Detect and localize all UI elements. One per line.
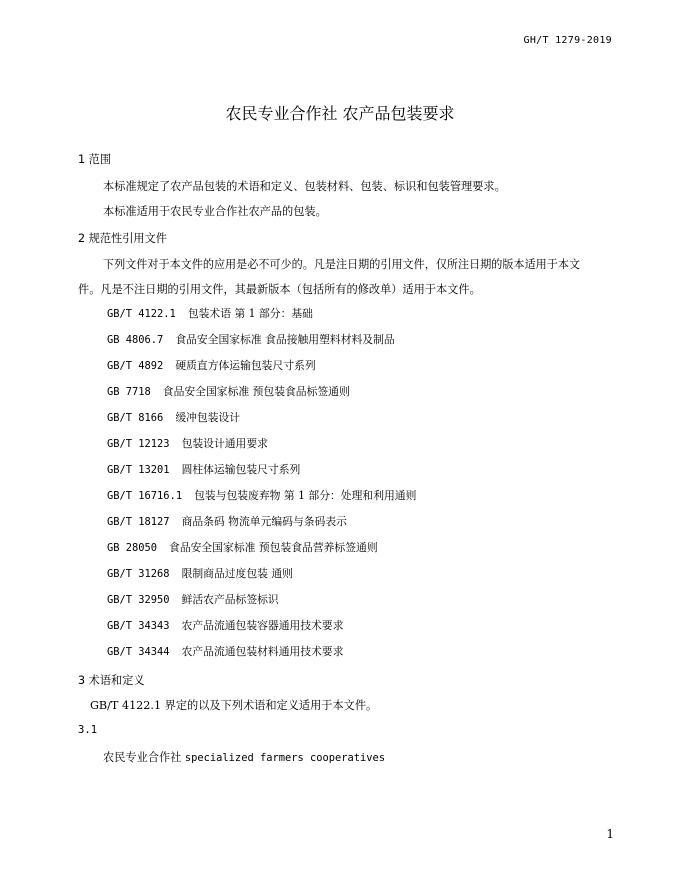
reference-item — [107, 358, 316, 373]
reference-title: 农产品流通包装容器通用技术要求 — [181, 619, 344, 632]
reference-title: 圆柱体运输包装尺寸系列 — [181, 463, 301, 476]
reference-item — [107, 644, 344, 659]
section-1-paragraph: 本标准适用于农民专业合作社农产品的包装。 — [103, 205, 327, 218]
reference-code: GB/T 32950 — [107, 594, 170, 606]
reference-title: 包装术语 第 1 部分：基础 — [187, 307, 313, 320]
reference-code: GB/T 31268 — [107, 568, 170, 580]
reference-title: 缓冲包装设计 — [175, 411, 241, 424]
reference-code: GB/T 18127 — [107, 516, 170, 528]
reference-code: GB/T 13201 — [107, 464, 170, 476]
reference-item — [107, 332, 395, 347]
term-chinese: 农民专业合作社 — [103, 751, 182, 764]
term-english: specialized farmers cooperatives — [184, 752, 386, 764]
reference-item — [107, 462, 300, 477]
reference-title: 商品条码 物流单元编码与条码表示 — [181, 515, 347, 528]
reference-code: GB/T 16716.1 — [107, 490, 183, 502]
reference-title: 硬质直方体运输包装尺寸系列 — [175, 359, 316, 372]
reference-title: 鲜活农产品标签标识 — [181, 593, 279, 606]
reference-item — [107, 514, 347, 529]
reference-item — [107, 618, 344, 633]
section-2-intro: 下列文件对于本文件的应用是必不可少的。凡是注日期的引用文件，仅所注日期的版本适用于本文 — [103, 258, 581, 271]
reference-code: GB/T 4122.1 — [107, 308, 176, 320]
reference-code: GB 4806.7 — [107, 334, 164, 346]
section-2-heading: 2 规范性引用文件 — [78, 232, 167, 245]
section-3-heading: 3 术语和定义 — [78, 674, 145, 687]
reference-code: GB/T 34344 — [107, 646, 170, 658]
reference-item — [107, 540, 378, 555]
reference-item — [107, 410, 240, 425]
section-2-intro-continued: 件。凡是不注日期的引用文件，其最新版本（包括所有的修改单）适用于本文件。 — [78, 283, 481, 296]
page-number: 1 — [606, 827, 614, 841]
reference-title: 食品安全国家标准 预包装食品营养标签通则 — [169, 541, 378, 554]
term-entry — [103, 749, 385, 765]
section-3-intro: GB/T 4122.1 界定的以及下列术语和定义适用于本文件。 — [90, 699, 378, 712]
reference-code: GB 28050 — [107, 542, 158, 554]
document-title: 农民专业合作社 农产品包装要求 — [225, 104, 455, 123]
section-1-paragraph: 本标准规定了农产品包装的术语和定义、包装材料、包装、标识和包装管理要求。 — [103, 180, 506, 193]
reference-code: GB/T 34343 — [107, 620, 170, 632]
term-number: 3.1 — [78, 724, 98, 736]
reference-title: 包装与包装废弃物 第 1 部分：处理和利用通则 — [194, 489, 417, 502]
reference-code: GB/T 8166 — [107, 412, 164, 424]
reference-title: 食品安全国家标准 食品接触用塑料材料及制品 — [175, 333, 395, 346]
standard-code: GH/T 1279-2019 — [523, 35, 612, 46]
reference-title: 农产品流通包装材料通用技术要求 — [181, 645, 344, 658]
reference-item — [107, 488, 416, 503]
reference-item — [107, 592, 279, 607]
section-1-heading: 1 范围 — [78, 153, 112, 166]
reference-item — [107, 436, 268, 451]
reference-title: 包装设计通用要求 — [181, 437, 268, 450]
reference-item — [107, 306, 313, 321]
reference-code: GB 7718 — [107, 386, 151, 398]
reference-item — [107, 566, 293, 581]
reference-code: GB/T 12123 — [107, 438, 170, 450]
reference-title: 食品安全国家标准 预包装食品标签通则 — [162, 385, 350, 398]
reference-title: 限制商品过度包装 通则 — [181, 567, 293, 580]
reference-item — [107, 384, 350, 399]
reference-code: GB/T 4892 — [107, 360, 164, 372]
